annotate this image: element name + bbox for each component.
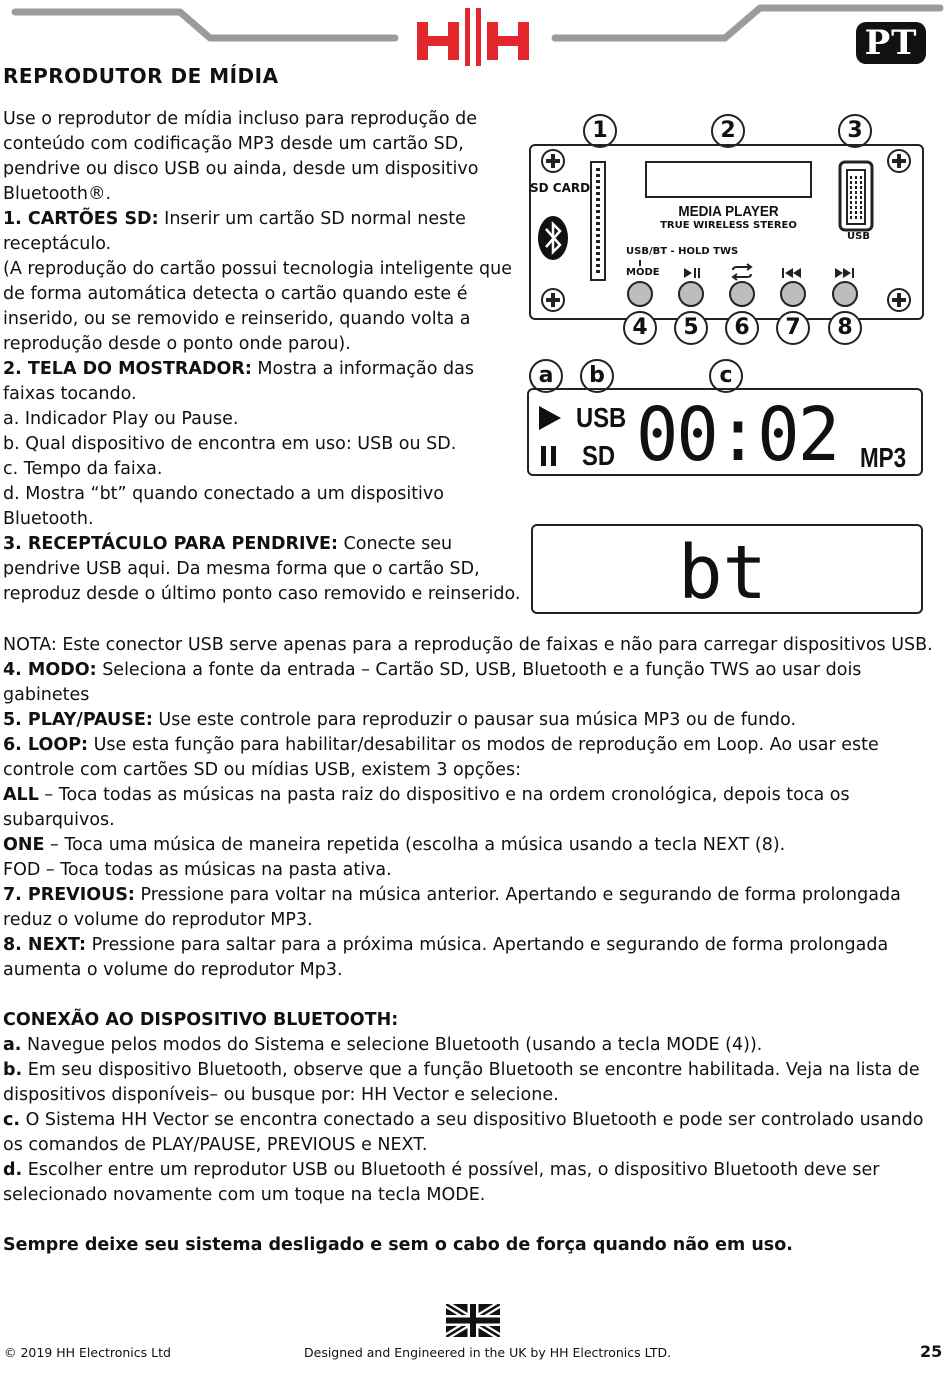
item-6: 6. LOOP: Use esta função para habilitar/desabilitar os modos de reprodução em Loop. Ao usar este controle com cartões SD ou mídias USB, existem 3 opções: [3,735,879,780]
mode-button [628,282,652,306]
item-2-d: d. Mostra “bt” quando conectado a um dispositivo Bluetooth. [3,484,444,529]
bt-step-b: b. Em seu dispositivo Bluetooth, observe que a função Bluetooth se encontre habilitada. Veja na lista de dispositivos disponíveis– ou busque por: HH Vector e selecione. [3,1060,920,1105]
loop-all: ALL – Toca todas as músicas na pasta raiz do dispositivo e na ordem cronológica, depois toca os subarquivos. [3,785,850,830]
item-3: 3. RECEPTÁCULO PARA PENDRIVE: Conecte seu pendrive USB aqui. Da mesma forma que o cartão SD, reproduz desde o último ponto caso removido e reinserido. [3,534,521,604]
safety-warning: Sempre deixe seu sistema desligado e sem o cabo de força quando não em uso. [3,1235,793,1255]
footer-designed: Designed and Engineered in the UK by HH Electronics LTD. [304,1345,672,1360]
previous-button [781,282,805,306]
item-7: 7. PREVIOUS: Pressione para voltar na música anterior. Apertando e segurando de forma prolongada reduz o volume do reprodutor MP3. [3,885,901,930]
item-2-c: c. Tempo da faixa. [3,459,163,479]
play-pause-indicator [537,404,567,468]
bt-step-a: a. Navegue pelos modos do Sistema e selecione Bluetooth (usando a tecla MODE (4)). [3,1035,763,1055]
callout-2: 2 [711,114,745,148]
callout-3: 3 [838,114,872,148]
callout-5: 5 [674,311,708,345]
callout-c: c [709,359,743,393]
hh-logo [417,8,529,66]
play-pause-button [679,282,703,306]
display-window [646,162,811,197]
usb-bt-hold-label: USB/BT - HOLD TWS [626,246,739,257]
lcd-mp3-indicator: MP3 [860,442,907,473]
next-icon [835,268,854,278]
lcd-usb-indicator: USB [576,402,627,433]
loop-fod: FOD – Toca todas as músicas na pasta ativa. [3,860,392,880]
callout-8: 8 [828,311,862,345]
page-number: 25 [920,1342,943,1361]
loop-one: ONE – Toca uma música de maneira repetida (escolha a música usando a tecla NEXT (8). [3,835,786,855]
usb-port-icon [840,162,872,230]
lcd-bt-text: bt [678,530,768,616]
callout-6: 6 [725,311,759,345]
page-title: REPRODUTOR DE MÍDIA [3,64,279,88]
bt-step-d: d. Escolher entre um reprodutor USB ou Bluetooth é possível, mas, o dispositivo Bluetooth deve ser selecionado novamente com um toque na tecla MODE. [3,1160,880,1205]
bt-step-c: c. O Sistema HH Vector se encontra conectado a seu dispositivo Bluetooth e pode ser controlado usando os comandos de PLAY/PAUSE, PREVIOUS e NEXT. [3,1110,924,1155]
callout-a: a [529,359,563,393]
callout-1: 1 [583,114,617,148]
bluetooth-section-title: CONEXÃO AO DISPOSITIVO BLUETOOTH: [3,1010,399,1030]
previous-icon [782,268,801,278]
uk-flag-icon [446,1304,500,1337]
sd-card-label: SD CARD [530,181,591,195]
media-player-label: MEDIA PLAYER [678,203,779,220]
callout-7: 7 [776,311,810,345]
pause-icon [541,446,546,466]
item-3-label: 3. RECEPTÁCULO PARA PENDRIVE: [3,534,338,554]
item-8: 8. NEXT: Pressione para saltar para a próxima música. Apertando e segurando de forma prolongada aumenta o volume do reprodutor Mp3. [3,935,889,980]
item-2-label: 2. TELA DO MOSTRADOR: [3,359,252,379]
body-text [3,633,933,1258]
item-2-a: a. Indicador Play ou Pause. [3,409,239,429]
bluetooth-icon [538,216,568,260]
lcd-track-time: 00:02 [636,392,839,478]
item-2: 2. TELA DO MOSTRADOR: Mostra a informação das faixas tocando. [3,359,474,404]
item-5: 5. PLAY/PAUSE: Use este controle para reproduzir o pausar sua música MP3 ou de fundo. [3,710,797,730]
item-1-note: (A reprodução do cartão possui tecnologia inteligente que de forma automática detecta o cartão quando este é inserido, ou se removido e reinserido, quando volta a reprodução desde o ponto onde parou). [3,259,513,354]
item-1: 1. CARTÕES SD: Inserir um cartão SD normal neste receptáculo. [3,209,466,254]
usb-note: NOTA: Este conector USB serve apenas para a reprodução de faixas e não para carregar dispositivos USB. [3,635,933,655]
item-1-label: 1. CARTÕES SD: [3,209,159,229]
item-4: 4. MODO: Seleciona a fonte da entrada – Cartão SD, USB, Bluetooth e a função TWS ao usar dois gabinetes [3,660,862,705]
lcd-sd-indicator: SD [582,440,616,471]
next-button [833,282,857,306]
item-2-b: b. Qual dispositivo de encontra em uso: USB ou SD. [3,434,457,454]
true-wireless-label: TRUE WIRELESS STEREO [660,220,797,231]
language-badge: PT [856,22,926,64]
intro-paragraph: Use o reprodutor de mídia incluso para reprodução de conteúdo com codificação MP3 desde um cartão SD, pendrive ou disco USB ou ainda, desde um dispositivo Bluetooth®. [3,109,479,204]
usb-label: USB [847,231,870,242]
callout-4: 4 [623,311,657,345]
callout-b: b [580,359,614,393]
footer-copyright: © 2019 HH Electronics Ltd [4,1345,171,1360]
sd-slot [591,162,605,280]
play-icon [539,406,561,430]
play-pause-icon [684,268,692,278]
intro-column [3,107,521,607]
loop-button [730,282,754,306]
mode-label: MODE [626,267,660,278]
